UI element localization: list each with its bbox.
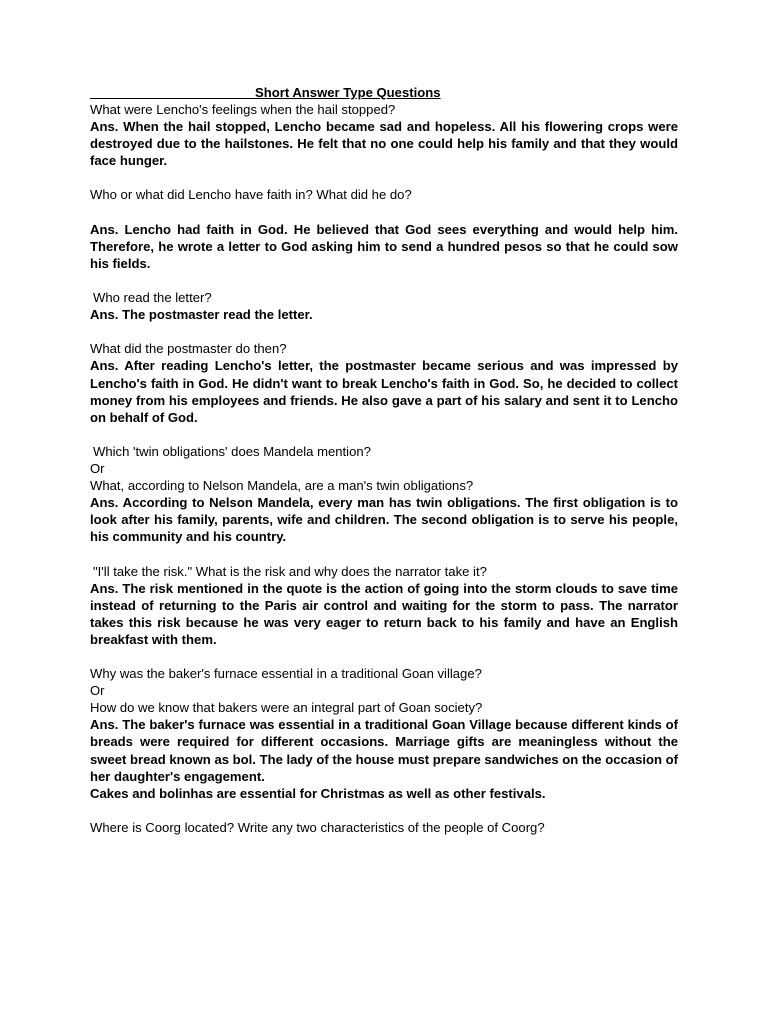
document-page (90, 84, 678, 836)
answer-7: Ans. The baker's furnace was essential in a traditional Goan Village because different kinds of breads were required for different occasions. Marriage gifts are meaningless without the sweet bread known as bol. The lady of the house must prepare sandwiches on the occasion of her daughter's engagement. (90, 717, 678, 784)
question-5-or: Or (90, 460, 105, 476)
heading-row (90, 84, 678, 101)
question-5-alt: What, according to Nelson Mandela, are a man's twin obligations? (90, 478, 474, 494)
answer-7-continued: Cakes and bolinhas are essential for Christmas as well as other festivals. (90, 785, 546, 801)
question-7-alt: How do we know that bakers were an integral part of Goan society? (90, 700, 483, 716)
question-7-or: Or (90, 683, 105, 699)
question-5: Which 'twin obligations' does Mandela mention? (93, 443, 371, 459)
question-4: What did the postmaster do then? (90, 341, 287, 357)
answer-4: Ans. After reading Lencho's letter, the postmaster became serious and was impressed by Lencho's faith in God. He didn't want to break Lencho's faith in God. So, he decided to collect money from his employees and friends. He also gave a part of his salary and sent it to Lencho on behalf of God. (90, 358, 678, 425)
page-title: Short Answer Type Questions (255, 85, 441, 100)
answer-2: Ans. Lencho had faith in God. He believed that God sees everything and would help him. Therefore, he wrote a letter to God asking him to send a hundred pesos so that he could sow his fields. (90, 221, 678, 271)
answer-6: Ans. The risk mentioned in the quote is the action of going into the storm clouds to save time instead of returning to the Paris air control and waiting for the storm to pass. The narrator takes this risk because he was very eager to return back to his family and have an English breakfast with them. (90, 580, 678, 647)
answer-5: Ans. According to Nelson Mandela, every man has twin obligations. The first obligation is to look after his family, parents, wife and children. The second obligation is to serve his people, his community and his country. (90, 495, 678, 545)
question-2: Who or what did Lencho have faith in? What did he do? (90, 187, 412, 203)
question-1: What were Lencho's feelings when the hail stopped? (90, 102, 396, 117)
question-7: Why was the baker's furnace essential in a traditional Goan village? (90, 666, 482, 682)
question-3: Who read the letter? (93, 290, 212, 306)
heading-underline-rule (90, 98, 255, 99)
answer-1: Ans. When the hail stopped, Lencho became sad and hopeless. All his flowering crops were destroyed due to the hailstones. He felt that no one could help his family and that they would face hunger. (90, 119, 678, 169)
answer-3: Ans. The postmaster read the letter. (90, 307, 313, 323)
question-8: Where is Coorg located? Write any two characteristics of the people of Coorg? (90, 819, 545, 835)
question-6: "I'll take the risk." What is the risk and why does the narrator take it? (93, 563, 487, 579)
